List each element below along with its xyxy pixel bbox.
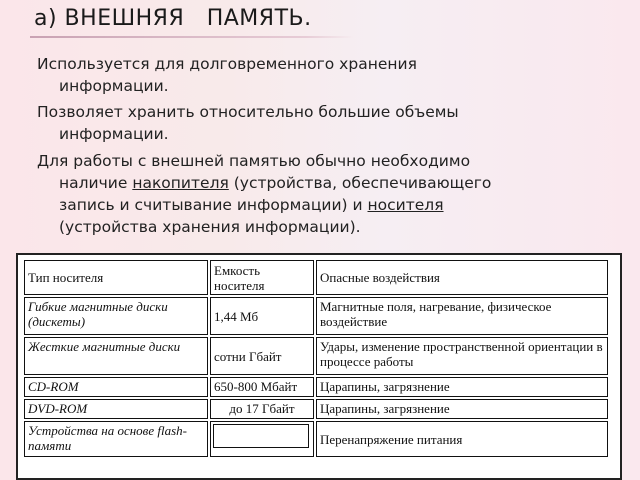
paragraph-text: информации. — [59, 125, 169, 143]
header-hazards: Опасные воздействия — [316, 260, 608, 295]
paragraph-text: Для работы с внешней памятью обычно необходимо — [37, 152, 471, 170]
paragraph-line — [37, 194, 617, 216]
paragraph-text: (устройства хранения информации). — [59, 218, 361, 236]
cell-hazards: Царапины, загрязнение — [316, 377, 608, 397]
cell-hazards: Перенапряжение питания — [316, 421, 608, 457]
table-row — [24, 337, 608, 375]
slide-title: а) ВНЕШНЯЯ ПАМЯТЬ. — [34, 6, 312, 31]
cell-media-type: Устройства на основе flash-памяти — [24, 421, 208, 457]
table-row — [24, 297, 608, 335]
cell-media-type: Гибкие магнитные диски (дискеты) — [24, 297, 208, 335]
cell-capacity: до 17 Гбайт — [210, 399, 314, 419]
cell-capacity: сотни Гбайт — [210, 337, 314, 375]
paragraph-line — [37, 172, 617, 194]
table-row — [24, 421, 608, 457]
storage-media-table — [16, 253, 622, 480]
header-media-type: Тип носителя — [24, 260, 208, 295]
cell-capacity: 1,44 Мб — [210, 297, 314, 335]
paragraph-text: (устройства, обеспечивающего — [228, 174, 492, 192]
paragraph-long-term-storage — [37, 53, 617, 97]
paragraph-text: запись и считывание информации) и — [59, 196, 368, 214]
cell-hazards: Царапины, загрязнение — [316, 399, 608, 419]
paragraph-large-volumes — [37, 101, 617, 145]
cell-media-type: Жесткие магнитные диски — [24, 337, 208, 375]
empty-capacity-box — [213, 424, 309, 448]
title-underline — [30, 36, 354, 38]
cell-media-type: DVD-ROM — [24, 399, 208, 419]
table-header-row — [24, 260, 608, 295]
paragraph-text: Используется для долговременного хранения — [37, 55, 417, 73]
paragraph-drive-and-medium — [37, 150, 617, 238]
paragraph-text: Позволяет хранить относительно большие объемы — [37, 103, 459, 121]
term-drive: накопителя — [132, 174, 229, 192]
paragraph-text: наличие — [59, 174, 133, 192]
paragraph-text: информации. — [59, 77, 169, 95]
cell-hazards: Удары, изменение пространственной ориентации в процессе работы — [316, 337, 608, 375]
header-capacity: Емкость носителя — [210, 260, 314, 295]
cell-hazards: Магнитные поля, нагревание, физическое воздействие — [316, 297, 608, 335]
table-row — [24, 399, 608, 419]
table-row — [24, 377, 608, 397]
cell-capacity-empty — [210, 421, 314, 457]
term-medium: носителя — [367, 196, 444, 214]
cell-capacity: 650-800 Мбайт — [210, 377, 314, 397]
table — [22, 258, 610, 459]
cell-media-type: CD-ROM — [24, 377, 208, 397]
